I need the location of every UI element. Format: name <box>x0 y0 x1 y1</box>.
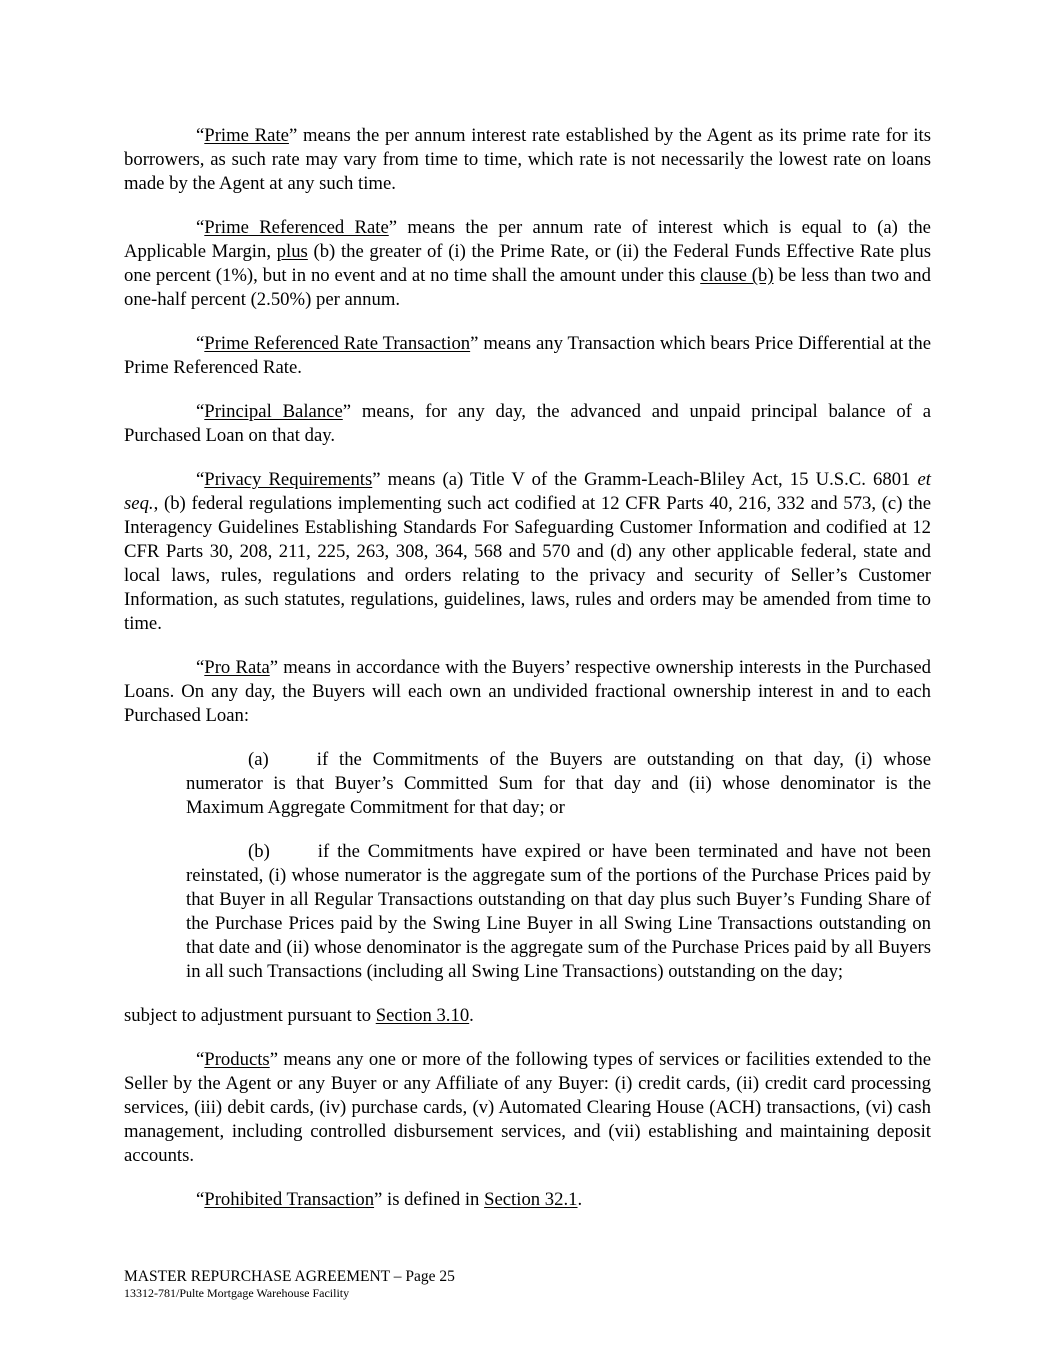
term-principal-balance: Principal Balance <box>204 401 343 422</box>
definition-text: ” means (a) Title V of the Gramm-Leach-Bliley Act, 15 U.S.C. 6801 <box>372 469 918 490</box>
definition-text: ” means the per annum interest rate established by the Agent as its prime rate for its borrowers, as such rate may vary from time to time, which rate is not necessarily the lowest rate on loans made by the Agent at any such time. <box>124 125 931 194</box>
page-footer <box>124 1268 455 1300</box>
clause-label: (b) <box>248 841 270 862</box>
pro-rata-clause-a <box>186 748 931 820</box>
pro-rata-clause-b <box>186 840 931 984</box>
definition-prime-referenced-rate <box>124 216 931 312</box>
definition-text: ” means any one or more of the following types of services or facilities extended to the Seller by the Agent or any Buyer or any Affiliate of any Buyer: (i) credit cards, (ii) credit card processing services, (iii) debit cards, (iv) purchase cards, (v) Automated Clearing House (ACH) transactions, (vi) cash management, including controlled disbursement services, and (vii) establishing and maintaining deposit accounts. <box>124 1049 931 1166</box>
term-prime-rate: Prime Rate <box>204 125 289 146</box>
footer-doc-id: 13312-781/Pulte Mortgage Warehouse Facility <box>124 1286 350 1300</box>
definition-products <box>124 1048 931 1168</box>
term-privacy-requirements: Privacy Requirements <box>204 469 373 490</box>
open-quote: “ <box>196 125 205 146</box>
definition-prime-referenced-rate-transaction <box>124 332 931 380</box>
open-quote: “ <box>196 469 205 490</box>
definition-privacy-requirements <box>124 468 931 636</box>
definition-text: ” means the per annum rate of interest which is equal to (a) the Applicable Margin, <box>124 217 931 262</box>
italic-et-seq: et seq. <box>124 469 931 514</box>
definition-prohibited-transaction <box>124 1188 931 1212</box>
pro-rata-tail <box>124 1004 931 1028</box>
term-prime-referenced-rate-transaction: Prime Referenced Rate Transaction <box>204 333 471 354</box>
open-quote: “ <box>196 657 205 678</box>
definition-text: ” means, for any day, the advanced and unpaid principal balance of a Purchased Loan on that day. <box>124 401 931 446</box>
clause-text: if the Commitments have expired or have been terminated and have not been reinstated, (i) whose numerator is the aggregate sum of the portions of the Purchase Prices paid by that Buyer in all Regular Transactions outstanding on that day plus such Buyer’s Funding Share of the Purchase Prices paid by the Swing Line Buyer in all Swing Line Transactions outstanding on that date and (ii) whose denominator is the aggregate sum of the Purchase Prices paid by all Buyers in all such Transactions (including all Swing Line Transactions) outstanding on the day; <box>186 841 931 982</box>
definition-prime-rate <box>124 124 931 196</box>
definition-text: ” is defined in <box>374 1189 485 1210</box>
term-products: Products <box>204 1049 270 1070</box>
tail-end: . <box>469 1005 474 1026</box>
open-quote: “ <box>196 333 205 354</box>
term-prime-referenced-rate: Prime Referenced Rate <box>204 217 389 238</box>
definition-text: ” means in accordance with the Buyers’ respective ownership interests in the Purchased Loans. On any day, the Buyers will each own an undivided fractional ownership interest in and to each Purchased Loan: <box>124 657 931 726</box>
open-quote: “ <box>196 1189 205 1210</box>
open-quote: “ <box>196 217 205 238</box>
definition-text: . <box>577 1189 583 1210</box>
term-pro-rata: Pro Rata <box>204 657 270 678</box>
term-prohibited-transaction: Prohibited Transaction <box>204 1189 375 1210</box>
document-body <box>124 124 931 1232</box>
section-reference: Section 32.1 <box>484 1189 578 1210</box>
clause-text: if the Commitments of the Buyers are outstanding on that day, (i) whose numerator is that Buyer’s Committed Sum for that day and (ii) whose denominator is the Maximum Aggregate Commitment for that day; or <box>186 749 931 818</box>
clause-b-reference: clause (b) <box>700 265 774 286</box>
clause-label: (a) <box>248 749 269 770</box>
definition-text: be less than two and one-half percent (2.50%) per annum. <box>124 265 931 310</box>
definition-text: , (b) federal regulations implementing such act codified at 12 CFR Parts 40, 216, 332 and 573, (c) the Interagency Guidelines Establishing Standards For Safeguarding Customer Information and codified at 12 CFR Parts 30, 208, 211, 225, 263, 308, 364, 568 and 570 and (d) any other applicable federal, state and local laws, rules, regulations and orders relating to the privacy and security of Seller’s Customer Information, as such statutes, regulations, guidelines, laws, rules and orders may be amended from time to time. <box>124 493 931 634</box>
open-quote: “ <box>196 401 205 422</box>
definition-pro-rata <box>124 656 931 728</box>
open-quote: “ <box>196 1049 205 1070</box>
footer-title: MASTER REPURCHASE AGREEMENT – Page 25 <box>124 1268 455 1285</box>
definition-principal-balance <box>124 400 931 448</box>
definition-text: ” means any Transaction which bears Price Differential at the Prime Referenced Rate. <box>124 333 931 378</box>
section-reference: Section 3.10 <box>375 1005 470 1026</box>
definition-text: (b) the greater of (i) the Prime Rate, or (ii) the Federal Funds Effective Rate plus one percent (1%), but in no event and at no time shall the amount under this <box>124 241 931 286</box>
tail-text: subject to adjustment pursuant to <box>124 1005 376 1026</box>
underlined-plus: plus <box>276 241 308 262</box>
